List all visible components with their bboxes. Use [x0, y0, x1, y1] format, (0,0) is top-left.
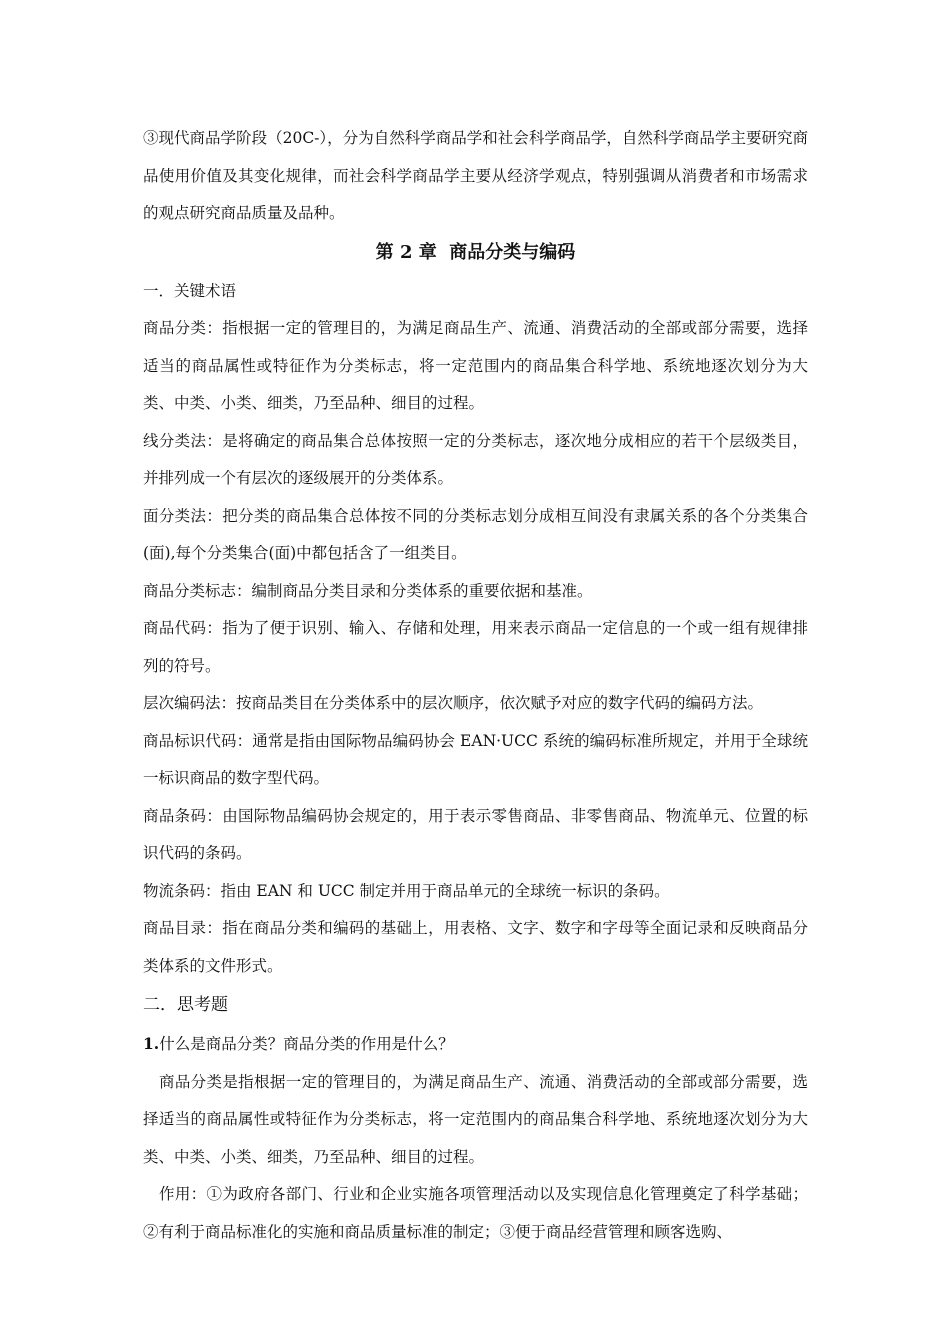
- term-definition: 商品目录：指在商品分类和编码的基础上，用表格、文字、数字和字母等全面记录和反映商品分类体系的文件形式。: [143, 919, 808, 975]
- chapter-suffix: 章 商品分类与编码: [418, 241, 576, 263]
- intro-paragraph: ③现代商品学阶段（20C-），分为自然科学商品学和社会科学商品学，自然科学商品学主要研究商品使用价值及其变化规律，而社会科学商品学主要从经济学观点，特别强调从消费者和市场需求的观点研究商品质量及品种。: [143, 129, 808, 222]
- question-number: 1.: [143, 1034, 160, 1053]
- term-definition: 商品代码：指为了便于识别、输入、存储和处理，用来表示商品一定信息的一个或一组有规律排列的符号。: [143, 619, 808, 675]
- document-page: [143, 120, 808, 1251]
- question-text: 什么是商品分类？商品分类的作用是什么？: [159, 1035, 454, 1053]
- chapter-title: [143, 233, 808, 273]
- term-definition: 商品分类：指根据一定的管理目的，为满足商品生产、流通、消费活动的全部或部分需要，选择适当的商品属性或特征作为分类标志，将一定范围内的商品集合科学地、系统地逐次划分为大类、中类、小类、细类，乃至品种、细目的过程。: [143, 319, 808, 412]
- question-title: [143, 1025, 808, 1064]
- term-definition: 面分类法：把分类的商品集合总体按不同的分类标志划分成相互间没有隶属关系的各个分类集合(面),每个分类集合(面)中都包括含了一组类目。: [143, 506, 808, 562]
- section-heading-questions: 二．思考题: [143, 995, 228, 1015]
- term-definition: 商品标识代码：通常是指由国际物品编码协会 EAN·UCC 系统的编码标准所规定，并用于全球统一标识商品的数字型代码。: [143, 731, 808, 787]
- role-paragraph: 作用：①为政府各部门、行业和企业实施各项管理活动以及实现信息化管理奠定了科学基础；②有利于商品标准化的实施和商品质量标准的制定；③便于商品经营管理和顾客选购、: [143, 1185, 808, 1241]
- term-definition: 商品条码：由国际物品编码协会规定的，用于表示零售商品、非零售商品、物流单元、位置的标识代码的条码。: [143, 806, 808, 862]
- chapter-number: 2: [399, 241, 413, 263]
- term-definition: 物流条码：指由 EAN 和 UCC 制定并用于商品单元的全球统一标识的条码。: [143, 881, 670, 900]
- term-definition: 层次编码法：按商品类目在分类体系中的层次顺序，依次赋予对应的数字代码的编码方法。: [143, 694, 764, 712]
- chapter-prefix: 第: [375, 241, 394, 263]
- term-definition: 商品分类标志：编制商品分类目录和分类体系的重要依据和基准。: [143, 581, 593, 600]
- answer-paragraph: 商品分类是指根据一定的管理目的，为满足商品生产、流通、消费活动的全部或部分需要，选择适当的商品属性或特征作为分类标志，将一定范围内的商品集合科学地、系统地逐次划分为大类、中类、小类、细类，乃至品种、细目的过程。: [143, 1072, 808, 1166]
- section-heading-key-terms: 一．关键术语: [143, 281, 237, 300]
- term-definition: 线分类法：是将确定的商品集合总体按照一定的分类标志，逐次地分成相应的若干个层级类目，并排列成一个有层次的逐级展开的分类体系。: [143, 431, 808, 487]
